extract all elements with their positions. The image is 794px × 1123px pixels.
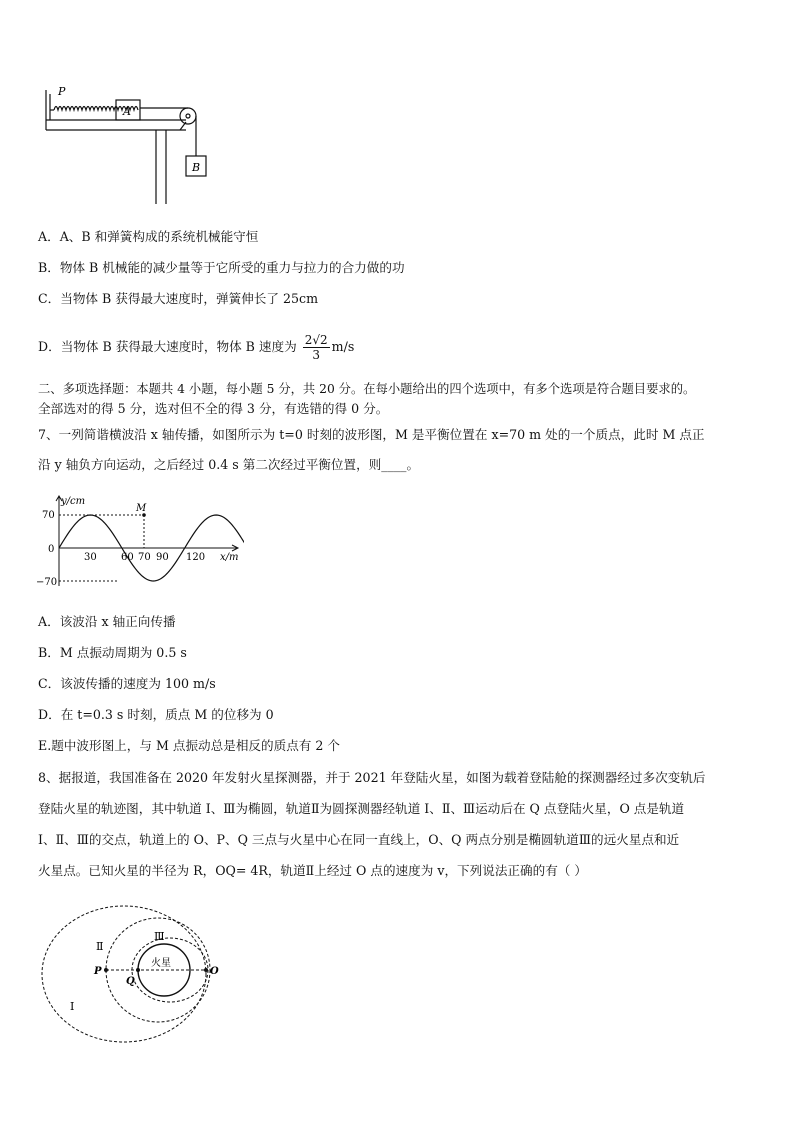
x-tick-60: 60 [121, 552, 134, 563]
q7-stem-line2: 沿 y 轴负方向运动，之后经过 0.4 s 第二次经过平衡位置，则____。 [38, 457, 420, 472]
point-o [204, 968, 208, 972]
q7-option-b: B．M 点振动周期为 0.5 s [38, 645, 187, 660]
m-label: M [136, 503, 147, 514]
label-orbit-ii: Ⅱ [96, 940, 104, 953]
x-tick-30: 30 [84, 552, 97, 563]
q7-option-e: E.题中波形图上，与 M 点振动总是相反的质点有 2 个 [38, 738, 340, 753]
q8-stem-line2: 登陆火星的轨迹图，其中轨道 I、Ⅲ为椭圆，轨道Ⅱ为圆探测器经轨道 I、Ⅱ、Ⅲ运动后在 Q 点登陆火星，O 点是轨道 [38, 801, 685, 816]
q8-stem-line1: 8、据报道，我国准备在 2020 年发射火星探测器，并于 2021 年登陆火星，如图为载着登陆舱的探测器经过多次变轨后 [38, 770, 706, 785]
q7-option-c: C．该波传播的速度为 100 m/s [38, 676, 216, 691]
y-tick-neg70: −70 [36, 577, 58, 588]
fraction-denominator: 3 [312, 348, 321, 362]
q6-option-b: B．物体 B 机械能的减少量等于它所受的重力与拉力的合力做的功 [38, 260, 405, 275]
q8-stem-line3: I、Ⅱ、Ⅲ的交点，轨道上的 O、P、Q 三点与火星中心在同一直线上，O、Q 两点分别是椭圆轨道Ⅲ的远火星点和近 [38, 832, 680, 847]
velocity-unit: m/s [331, 339, 355, 354]
section2-heading-line1: 二、多项选择题：本题共 4 小题，每小题 5 分，共 20 分。在每小题给出的四个选项中，有多个选项是符合题目要求的。 [38, 382, 696, 396]
spring-pulley-figure [40, 84, 220, 208]
fraction-numerator: 2√2 [304, 333, 328, 347]
mars-orbit-figure [40, 900, 250, 1046]
y-axis-label: y/cm [61, 496, 86, 507]
x-tick-90: 90 [156, 552, 169, 563]
label-orbit-i: I [70, 1000, 75, 1013]
orbit-i [42, 906, 206, 1042]
label-p: P [58, 85, 66, 98]
point-p [104, 968, 108, 972]
q7-stem-line1: 7、一列简谐横波沿 x 轴传播，如图所示为 t=0 时刻的波形图，M 是平衡位置在 x=70 m 处的一个质点，此时 M 点正 [38, 427, 705, 442]
label-o: O [210, 966, 219, 977]
q6-option-a: A．A、B 和弹簧构成的系统机械能守恒 [38, 229, 259, 244]
x-tick-120: 120 [186, 552, 206, 563]
label-a: A [123, 105, 131, 118]
x-axis-label: x/m [220, 552, 239, 563]
point-q [136, 968, 140, 972]
y-tick-70: 70 [42, 510, 55, 521]
q7-option-a: A．该波沿 x 轴正向传播 [38, 614, 176, 629]
velocity-fraction [303, 333, 330, 362]
q6-option-c: C．当物体 B 获得最大速度时，弹簧伸长了 25cm [38, 291, 319, 306]
label-q: Q [126, 976, 135, 987]
mars-label: 火星 [151, 958, 171, 969]
label-orbit-iii: Ⅲ [154, 930, 165, 943]
q6-option-d [38, 330, 354, 364]
label-p: P [94, 966, 102, 977]
label-b: B [192, 161, 201, 174]
y-tick-0: 0 [48, 544, 55, 555]
q7-option-d: D．在 t=0.3 s 时刻，质点 M 的位移为 0 [38, 707, 274, 722]
x-tick-70: 70 [138, 552, 151, 563]
wave-graph [34, 494, 244, 590]
section2-heading-line2: 全部选对的得 5 分，选对但不全的得 3 分，有选错的得 0 分。 [38, 401, 389, 416]
q8-stem-line4: 火星点。已知火星的半径为 R，OQ= 4R，轨道Ⅱ上经过 O 点的速度为 v，下列说法正确的有（ ） [38, 863, 587, 878]
q6-option-d-text: D．当物体 B 获得最大速度时，物体 B 速度为 [38, 339, 297, 354]
